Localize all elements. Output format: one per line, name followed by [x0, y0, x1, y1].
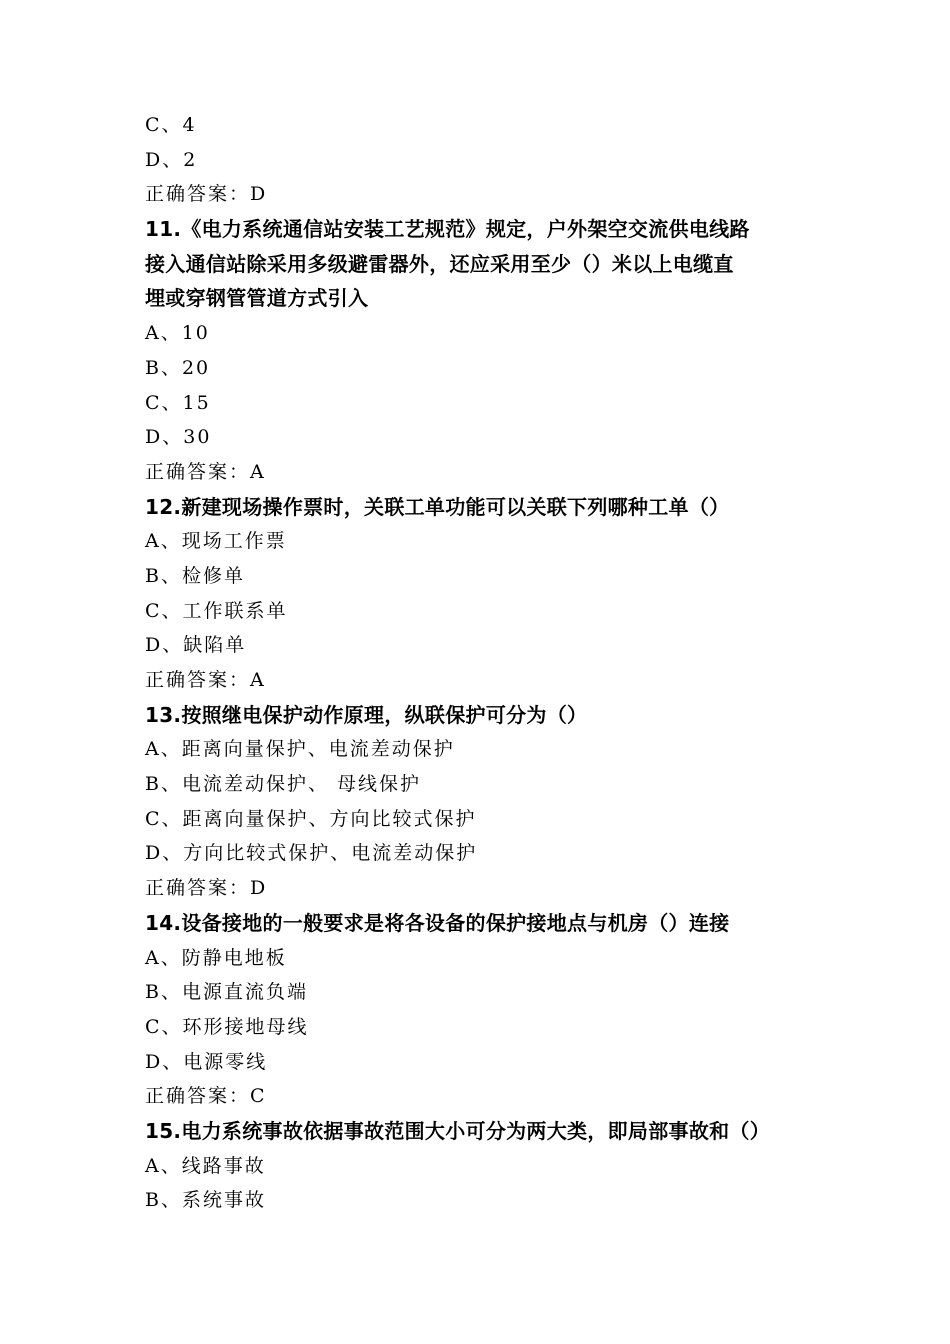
option-line: B、电源直流负端: [145, 981, 308, 1004]
option-line: D、2: [145, 148, 198, 171]
option-line: A、现场工作票: [145, 530, 287, 553]
option-line: B、20: [145, 356, 211, 379]
option-line: C、4: [145, 114, 197, 136]
question-line: 12.新建现场操作票时，关联工单功能可以关联下列哪种工单（）: [145, 494, 730, 519]
question-line: 14.设备接地的一般要求是将各设备的保护接地点与机房（）连接: [145, 910, 730, 935]
document-body: [145, 108, 845, 1218]
option-line: A、防静电地板: [145, 946, 287, 969]
option-line: D、电源零线: [145, 1050, 268, 1073]
question-line: 11.《电力系统通信站安装工艺规范》规定，户外架空交流供电线路: [145, 217, 750, 242]
option-line: A、10: [145, 322, 210, 345]
answer-line: 正确答案：D: [145, 183, 268, 206]
answer-line: 正确答案：C: [145, 1085, 267, 1108]
option-line: A、线路事故: [145, 1154, 266, 1177]
answer-line: 正确答案：A: [145, 669, 266, 691]
option-line: A、距离向量保护、电流差动保护: [145, 738, 455, 761]
question-line: 接入通信站除采用多级避雷器外，还应采用至少（）米以上电缆直: [145, 251, 734, 276]
option-line: C、15: [145, 391, 211, 414]
option-line: D、方向比较式保护、电流差动保护: [145, 842, 478, 865]
option-line: C、工作联系单: [145, 599, 288, 622]
option-line: B、电流差动保护、 母线保护: [145, 773, 422, 796]
option-line: B、系统事故: [145, 1189, 266, 1212]
option-line: C、距离向量保护、方向比较式保护: [145, 807, 477, 830]
question-line: 埋或穿钢管管道方式引入: [145, 286, 369, 311]
answer-line: 正确答案：A: [145, 460, 266, 483]
option-line: B、检修单: [145, 564, 245, 587]
option-line: D、30: [145, 426, 212, 449]
answer-line: 正确答案：D: [145, 877, 268, 900]
question-line: 13.按照继电保护动作原理，纵联保护可分为（）: [145, 702, 588, 727]
option-line: C、环形接地母线: [145, 1015, 309, 1038]
question-line: 15.电力系统事故依据事故范围大小可分为两大类，即局部事故和（）: [145, 1118, 771, 1143]
option-line: D、缺陷单: [145, 634, 247, 657]
